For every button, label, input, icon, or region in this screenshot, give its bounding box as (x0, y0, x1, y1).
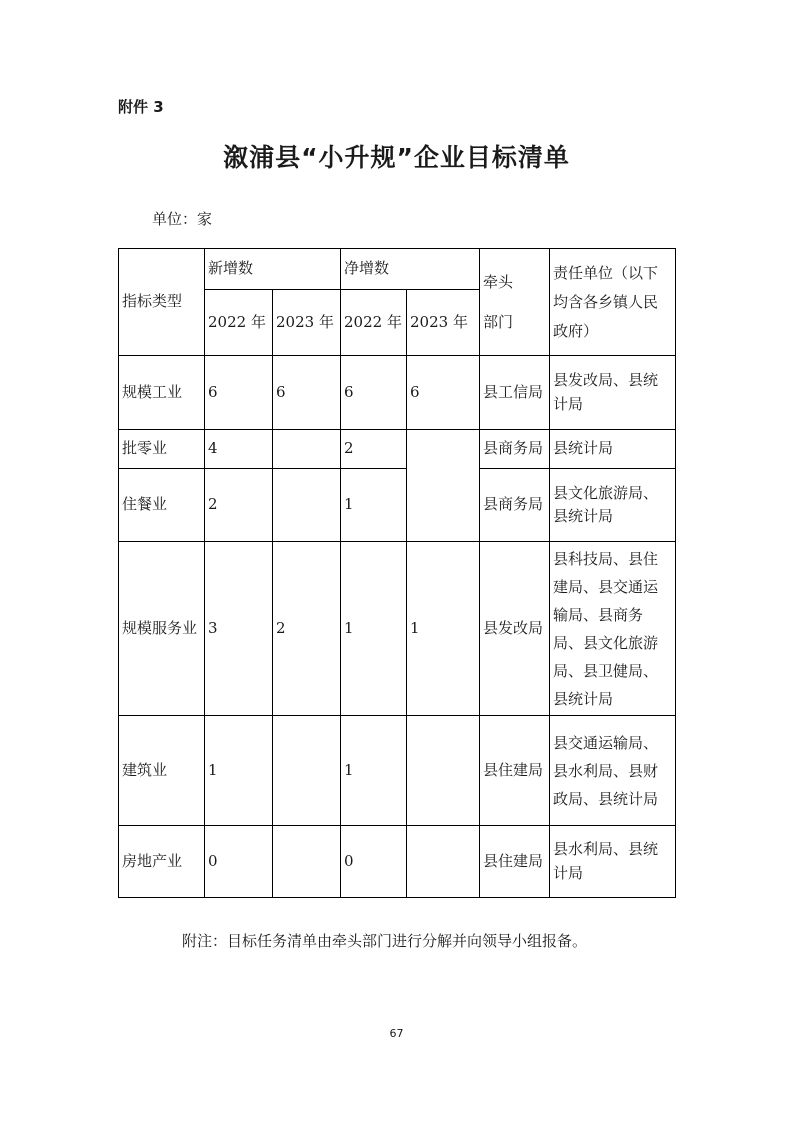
cell-net-2022: 1 (341, 469, 407, 542)
cell-lead: 县发改局 (480, 542, 550, 716)
header-net-count: 净增数 (341, 249, 480, 290)
cell-responsible: 县发改局、县统计局 (550, 356, 676, 430)
table-row (119, 542, 676, 716)
page-number: 67 (389, 1027, 404, 1040)
cell-new-2023 (273, 469, 341, 542)
cell-responsible: 县文化旅游局、县统计局 (550, 469, 676, 542)
unit-label: 单位：家 (152, 210, 213, 228)
cell-net-2023: 1 (407, 542, 480, 716)
cell-type: 规模服务业 (119, 542, 205, 716)
cell-new-2022: 4 (205, 430, 273, 469)
cell-new-2022: 6 (205, 356, 273, 430)
header-new-count: 新增数 (205, 249, 341, 290)
attachment-label: 附件 3 (118, 98, 164, 116)
cell-new-2023: 2 (273, 542, 341, 716)
cell-net-2023 (407, 430, 480, 542)
table-row (119, 716, 676, 826)
cell-new-2023 (273, 826, 341, 898)
cell-responsible: 县统计局 (550, 430, 676, 469)
cell-net-2022: 6 (341, 356, 407, 430)
header-new-2022: 2022 年 (205, 290, 273, 356)
header-row-1 (119, 249, 676, 290)
table-row (119, 356, 676, 430)
cell-responsible: 县交通运输局、县水利局、县财政局、县统计局 (550, 716, 676, 826)
cell-new-2022: 1 (205, 716, 273, 826)
cell-new-2023 (273, 430, 341, 469)
cell-new-2022: 2 (205, 469, 273, 542)
header-responsible-units: 责任单位（以下均含各乡镇人民政府） (550, 249, 676, 356)
header-lead-dept (480, 249, 550, 356)
cell-new-2022: 0 (205, 826, 273, 898)
cell-net-2023 (407, 826, 480, 898)
table-row (119, 826, 676, 898)
cell-responsible: 县科技局、县住建局、县交通运输局、县商务局、县文化旅游局、县卫健局、县统计局 (550, 542, 676, 716)
cell-lead: 县住建局 (480, 716, 550, 826)
document-title: 溆浦县“小升规”企业目标清单 (223, 143, 570, 172)
table-row (119, 430, 676, 469)
header-new-2023: 2023 年 (273, 290, 341, 356)
cell-lead: 县住建局 (480, 826, 550, 898)
cell-new-2022: 3 (205, 542, 273, 716)
cell-type: 批零业 (119, 430, 205, 469)
cell-lead: 县工信局 (480, 356, 550, 430)
cell-type: 规模工业 (119, 356, 205, 430)
table-row (119, 469, 676, 542)
header-net-2023: 2023 年 (407, 290, 480, 356)
cell-type: 建筑业 (119, 716, 205, 826)
cell-type: 房地产业 (119, 826, 205, 898)
header-lead-line1: 牵头 (483, 273, 514, 291)
cell-net-2023 (407, 716, 480, 826)
cell-net-2022: 2 (341, 430, 407, 469)
cell-net-2022: 0 (341, 826, 407, 898)
header-net-2022: 2022 年 (341, 290, 407, 356)
cell-lead: 县商务局 (480, 469, 550, 542)
cell-new-2023 (273, 716, 341, 826)
cell-responsible: 县水利局、县统计局 (550, 826, 676, 898)
target-table (118, 248, 676, 898)
cell-lead: 县商务局 (480, 430, 550, 469)
footnote: 附注：目标任务清单由牵头部门进行分解并向领导小组报备。 (182, 932, 588, 950)
header-indicator-type: 指标类型 (119, 249, 205, 356)
cell-net-2023: 6 (407, 356, 480, 430)
header-lead-line2: 部门 (483, 313, 514, 331)
cell-net-2022: 1 (341, 716, 407, 826)
cell-type: 住餐业 (119, 469, 205, 542)
cell-new-2023: 6 (273, 356, 341, 430)
cell-net-2022: 1 (341, 542, 407, 716)
